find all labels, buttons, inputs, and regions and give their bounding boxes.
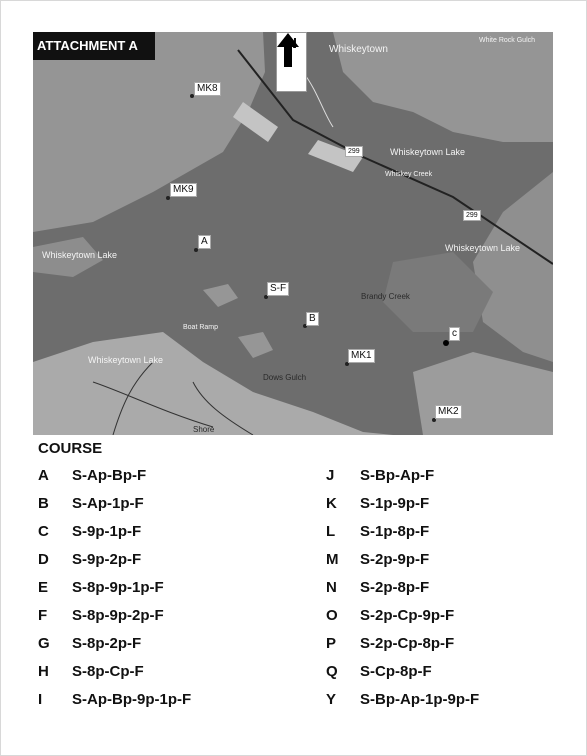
course-letter: A (38, 467, 49, 484)
course-letter: O (326, 607, 338, 624)
course-route: S-Ap-1p-F (72, 495, 144, 512)
course-route: S-8p-9p-2p-F (72, 607, 164, 624)
course-letter: G (38, 635, 50, 652)
course-letter: E (38, 579, 49, 596)
course-route: S-1p-8p-F (360, 523, 430, 540)
course-route: S-2p-9p-F (360, 551, 430, 568)
place-label: Boat Ramp (183, 324, 219, 331)
course-letter: Q (326, 663, 338, 680)
place-label: Shore (193, 425, 215, 434)
course-letter: Y (326, 691, 337, 708)
place-label: Dows Gulch (263, 373, 307, 382)
marker-start-finish: S-F (267, 282, 289, 296)
course-route: S-Bp-Ap-1p-9p-F (360, 691, 480, 708)
course-letter: M (326, 551, 339, 568)
arrow-up-icon (277, 33, 299, 67)
course-route: S-9p-1p-F (72, 523, 142, 540)
place-label: Whiskeytown Lake (88, 355, 164, 365)
marker-mk9: MK9 (170, 183, 197, 197)
course-route: S-8p-2p-F (72, 635, 142, 652)
course-heading: COURSE (38, 440, 103, 457)
place-label: White Rock Gulch (479, 37, 536, 44)
course-route: S-2p-Cp-9p-F (360, 607, 455, 624)
course-letter: N (326, 579, 337, 596)
place-label: Whiskeytown Lake (390, 147, 466, 157)
marker-c: c (449, 327, 460, 341)
place-label: Whiskeytown Lake (42, 250, 118, 260)
place-label: Brandy Creek (361, 292, 410, 301)
course-letter: F (38, 607, 48, 624)
course-route: S-Ap-Bp-9p-1p-F (72, 691, 192, 708)
course-letter: I (38, 691, 43, 708)
marker-b: B (306, 312, 319, 326)
course-letter: P (326, 635, 337, 652)
course-letter: B (38, 495, 49, 512)
place-label: Whiskeytown (329, 44, 388, 55)
course-route: S-Ap-Bp-F (72, 467, 147, 484)
course-letter: D (38, 551, 49, 568)
map-image (33, 32, 553, 435)
course-route: S-9p-2p-F (72, 551, 142, 568)
course-route: S-8p-Cp-F (72, 663, 144, 680)
course-letter: J (326, 467, 335, 484)
attachment-title: ATTACHMENT A (33, 32, 155, 60)
course-letter: H (38, 663, 49, 680)
course-route: S-1p-9p-F (360, 495, 430, 512)
course-route: S-Bp-Ap-F (360, 467, 435, 484)
course-route: S-2p-Cp-8p-F (360, 635, 455, 652)
place-label: Whiskey Creek (385, 171, 433, 178)
north-arrow-box (276, 32, 307, 92)
course-letter: K (326, 495, 337, 512)
place-label: Whiskeytown Lake (445, 243, 521, 253)
course-route: S-8p-9p-1p-F (72, 579, 164, 596)
course-route: S-Cp-8p-F (360, 663, 432, 680)
marker-mk8: MK8 (194, 82, 221, 96)
course-letter: C (38, 523, 49, 540)
marker-mk1: MK1 (348, 349, 375, 363)
course-route: S-2p-8p-F (360, 579, 430, 596)
course-letter: L (326, 523, 336, 540)
highway-shield: 299 (463, 210, 481, 221)
marker-a: A (198, 235, 211, 249)
marker-mk2: MK2 (435, 405, 462, 419)
highway-shield: 299 (345, 146, 363, 157)
